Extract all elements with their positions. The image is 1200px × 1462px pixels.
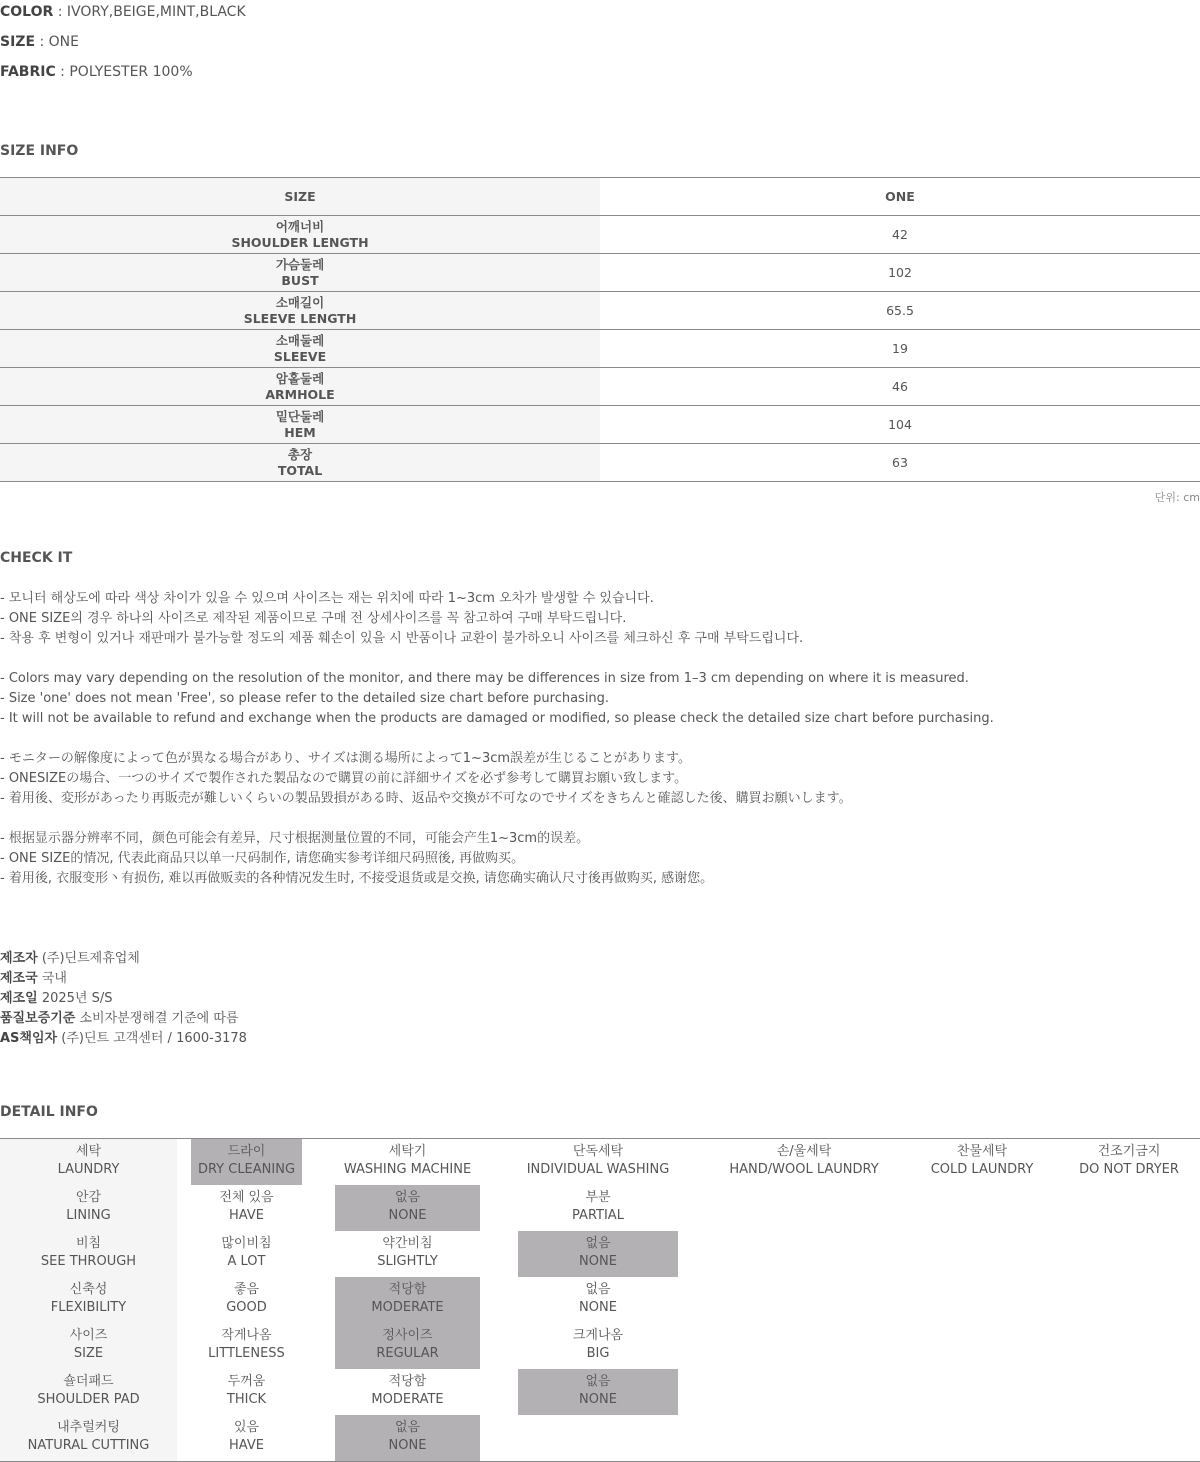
detail-option [191, 1231, 302, 1277]
detail-row-label [0, 1415, 177, 1461]
unit-note: 단위: cm [1154, 491, 1200, 504]
note-line: - 모니터 해상도에 따라 색상 차이가 있을 수 있으며 사이즈는 재는 위치에 따라 1~3cm 오차가 발생할 수 있습니다. [0, 591, 654, 606]
measurement-label [0, 406, 600, 444]
detail-label-ko: 비침 [75, 1236, 102, 1251]
detail-option-selected [518, 1369, 678, 1415]
mfg-label: 제조자 [0, 951, 38, 966]
detail-option [704, 1139, 904, 1185]
note-line: - 根据显示器分辨率不同，颜色可能会有差异，尺寸根据测量位置的不同，可能会产生1~3cm的误差。 [0, 831, 590, 846]
detail-option [335, 1139, 480, 1185]
detail-option [518, 1323, 678, 1369]
detail-row-label [0, 1231, 177, 1277]
note-line: - 着用後, 衣服变形丶有损伤, 难以再做贩卖的各种情况发生时, 不接受退货或是交换, 请您确实确认尺寸後再做购买, 感谢您。 [0, 871, 714, 886]
option-en: INDIVIDUAL WASHING [526, 1162, 670, 1177]
option-ko: 부분 [585, 1190, 611, 1205]
option-ko: 단독세탁 [572, 1144, 624, 1159]
detail-label-en: LAUNDRY [57, 1162, 120, 1177]
option-ko: 약간비침 [382, 1236, 433, 1251]
mfg-label: 제조일 [0, 991, 38, 1006]
check-it-title: CHECK IT [0, 550, 73, 566]
measurement-ko: 암홀둘레 [275, 370, 325, 386]
detail-option [191, 1415, 302, 1461]
detail-option-selected [518, 1231, 678, 1277]
option-en: PARTIAL [572, 1208, 624, 1223]
spec-fabric [0, 64, 193, 80]
measurement-label [0, 254, 600, 292]
detail-option [191, 1277, 302, 1323]
detail-option [191, 1185, 302, 1231]
option-en: BIG [586, 1346, 610, 1361]
mfg-label: 제조국 [0, 971, 38, 986]
option-ko: 드라이 [227, 1144, 266, 1159]
measurement-value: 42 [600, 216, 1200, 254]
detail-option-selected [335, 1323, 480, 1369]
detail-label-ko: 세탁 [75, 1144, 102, 1159]
option-ko: 손/울세탁 [776, 1144, 832, 1159]
detail-label-ko: 사이즈 [69, 1328, 108, 1343]
option-en: MODERATE [371, 1300, 444, 1315]
measurement-label [0, 216, 600, 254]
option-ko: 건조기금지 [1097, 1144, 1161, 1159]
option-en: DO NOT DRYER [1079, 1162, 1179, 1177]
mfg-line [0, 969, 247, 989]
detail-info-title: DETAIL INFO [0, 1104, 98, 1120]
note-line: - ONE SIZE的情况, 代表此商品只以单一尺码制作, 请您确实参考详细尺码照後, 再做购买。 [0, 851, 525, 866]
option-ko: 많이비침 [221, 1236, 272, 1251]
option-en: LITTLENESS [208, 1346, 285, 1361]
spec-value: : ONE [35, 34, 79, 50]
measurement-value: 65.5 [600, 292, 1200, 330]
option-en: NONE [579, 1300, 617, 1315]
measurement-value: 46 [600, 368, 1200, 406]
size-table-row [0, 292, 1200, 330]
option-ko: 없음 [585, 1282, 611, 1297]
mfg-label: 품질보증기준 [0, 1011, 76, 1026]
size-table-row [0, 406, 1200, 444]
measurement-value: 63 [600, 444, 1200, 482]
detail-info-grid [0, 1138, 1200, 1462]
detail-option [335, 1231, 480, 1277]
spec-label: COLOR [0, 4, 54, 20]
detail-label-en: SEE THROUGH [40, 1254, 137, 1269]
measurement-en: HEM [284, 424, 316, 440]
option-en: HAVE [229, 1438, 264, 1453]
option-en: NONE [579, 1392, 617, 1407]
mfg-value: 소비자분쟁해결 기준에 따름 [75, 1011, 239, 1026]
size-table-row [0, 444, 1200, 482]
option-ko: 크게나옴 [572, 1328, 624, 1343]
size-header-value: ONE [600, 178, 1200, 216]
measurement-value: 102 [600, 254, 1200, 292]
option-ko: 좋음 [233, 1282, 260, 1297]
option-en: REGULAR [376, 1346, 439, 1361]
option-en: WASHING MACHINE [343, 1162, 472, 1177]
mfg-line [0, 1029, 247, 1049]
measurement-label [0, 292, 600, 330]
detail-label-ko: 숄더패드 [63, 1374, 114, 1389]
detail-row-label [0, 1277, 177, 1323]
option-ko: 두꺼움 [227, 1374, 266, 1389]
detail-option-selected [335, 1185, 480, 1231]
measurement-label [0, 330, 600, 368]
size-table-row [0, 216, 1200, 254]
option-en: HAND/WOOL LAUNDRY [729, 1162, 879, 1177]
detail-option [191, 1323, 302, 1369]
measurement-en: SLEEVE [273, 348, 327, 364]
measurement-en: SLEEVE LENGTH [243, 310, 357, 326]
measurement-ko: 총장 [287, 446, 313, 462]
size-info-title: SIZE INFO [0, 143, 79, 159]
detail-row-label [0, 1139, 177, 1185]
note-line: - ONE SIZE의 경우 하나의 사이즈로 제작된 제품이므로 구매 전 상세사이즈를 꼭 참고하여 구매 부탁드립니다. [0, 611, 627, 626]
note-line: - Colors may vary depending on the resolution of the monitor, and there may be differences in size from 1–3 cm depending on where it is measured. [0, 671, 969, 686]
measurement-value: 104 [600, 406, 1200, 444]
spec-label: FABRIC [0, 64, 56, 80]
mfg-value: (주)딘트 고객센터 / 1600-3178 [57, 1031, 247, 1046]
spec-color [0, 4, 246, 20]
measurement-value: 19 [600, 330, 1200, 368]
manufacturer-info [0, 949, 247, 1049]
detail-option [904, 1139, 1060, 1185]
measurement-ko: 밑단둘레 [275, 408, 325, 424]
mfg-label: AS책임자 [0, 1031, 58, 1046]
note-line: - ONESIZEの場合、一つのサイズで製作された製品なので購買の前に詳細サイズを必ず参考して購買お願い致します。 [0, 771, 688, 786]
mfg-value: 국내 [37, 971, 67, 986]
note-line: - モニターの解像度によって色が異なる場合があり、サイズは測る場所によって1~3cm誤差が生じることがあります。 [0, 751, 691, 766]
size-table-row [0, 368, 1200, 406]
mfg-line [0, 949, 247, 969]
note-line: - It will not be available to refund and exchange when the products are damaged or modified, so please check the detailed size chart before purchasing. [0, 711, 994, 726]
option-ko: 적당함 [388, 1282, 427, 1297]
note-line: - 착용 후 변형이 있거나 재판매가 불가능할 정도의 제품 훼손이 있을 시 반품이나 교환이 불가하오니 사이즈를 체크하신 후 구매 부탁드립니다. [0, 631, 804, 646]
option-en: THICK [226, 1392, 267, 1407]
detail-option-selected [191, 1139, 302, 1185]
mfg-line [0, 1009, 247, 1029]
mfg-line [0, 989, 247, 1009]
option-ko: 작게나옴 [221, 1328, 272, 1343]
detail-label-en: FLEXIBILITY [50, 1300, 127, 1315]
mfg-value: 2025년 S/S [37, 991, 113, 1006]
option-ko: 없음 [394, 1190, 421, 1205]
size-table-row [0, 254, 1200, 292]
detail-label-en: SIZE [73, 1346, 104, 1361]
option-ko: 없음 [585, 1374, 611, 1389]
measurement-label [0, 368, 600, 406]
size-table-header [0, 178, 1200, 216]
detail-label-ko: 신축성 [69, 1282, 108, 1297]
spec-size [0, 34, 79, 50]
option-en: NONE [388, 1438, 427, 1453]
option-ko: 전체 있음 [219, 1190, 274, 1205]
option-en: NONE [579, 1254, 617, 1269]
option-ko: 적당함 [388, 1374, 427, 1389]
detail-label-en: NATURAL CUTTING [27, 1438, 150, 1453]
detail-option [1062, 1139, 1196, 1185]
option-en: GOOD [226, 1300, 267, 1315]
option-en: A LOT [227, 1254, 266, 1269]
measurement-en: TOTAL [277, 462, 323, 478]
mfg-value: (주)딘트제휴업체 [37, 951, 140, 966]
detail-label-ko: 내추럴커팅 [57, 1420, 120, 1435]
option-en: MODERATE [371, 1392, 444, 1407]
detail-option [335, 1369, 480, 1415]
detail-option-selected [335, 1277, 480, 1323]
detail-label-en: SHOULDER PAD [37, 1392, 140, 1407]
detail-option-selected [335, 1415, 480, 1461]
size-table [0, 177, 1200, 482]
option-en: COLD LAUNDRY [930, 1162, 1034, 1177]
size-header-label: SIZE [0, 178, 600, 216]
measurement-ko: 소매길이 [275, 294, 325, 310]
detail-option [191, 1369, 302, 1415]
option-en: SLIGHTLY [377, 1254, 438, 1269]
measurement-en: BUST [281, 272, 319, 288]
detail-label-ko: 안감 [75, 1190, 102, 1205]
spec-label: SIZE [0, 34, 36, 50]
detail-row-label [0, 1323, 177, 1369]
measurement-en: ARMHOLE [265, 386, 335, 402]
measurement-ko: 소매둘레 [275, 332, 325, 348]
option-en: DRY CLEANING [197, 1162, 296, 1177]
size-table-row [0, 330, 1200, 368]
option-ko: 세탁기 [388, 1144, 427, 1159]
detail-option [518, 1277, 678, 1323]
detail-option [518, 1139, 678, 1185]
detail-label-en: LINING [66, 1208, 111, 1223]
measurement-ko: 어깨너비 [275, 218, 325, 234]
note-line: - Size 'one' does not mean 'Free', so please refer to the detailed size chart before purchasing. [0, 691, 610, 706]
note-line: - 着用後、変形があったり再販売が難しいくらいの製品毀損がある時、返品や交換が不可なのでサイズをきちんと確認した後、購買お願いします。 [0, 791, 852, 806]
measurement-ko: 가슴둘레 [275, 256, 325, 272]
option-en: NONE [388, 1208, 427, 1223]
spec-value: : IVORY,BEIGE,MINT,BLACK [53, 4, 246, 20]
detail-option [518, 1185, 678, 1231]
detail-row-label [0, 1369, 177, 1415]
detail-row-label [0, 1185, 177, 1231]
check-it-notes [0, 589, 1200, 889]
option-en: HAVE [229, 1208, 264, 1223]
option-ko: 정사이즈 [382, 1328, 433, 1343]
measurement-label [0, 444, 600, 482]
option-ko: 없음 [585, 1236, 611, 1251]
spec-value: : POLYESTER 100% [55, 64, 193, 80]
option-ko: 있음 [233, 1420, 260, 1435]
option-ko: 없음 [394, 1420, 421, 1435]
measurement-en: SHOULDER LENGTH [231, 234, 369, 250]
option-ko: 찬물세탁 [956, 1144, 1008, 1159]
